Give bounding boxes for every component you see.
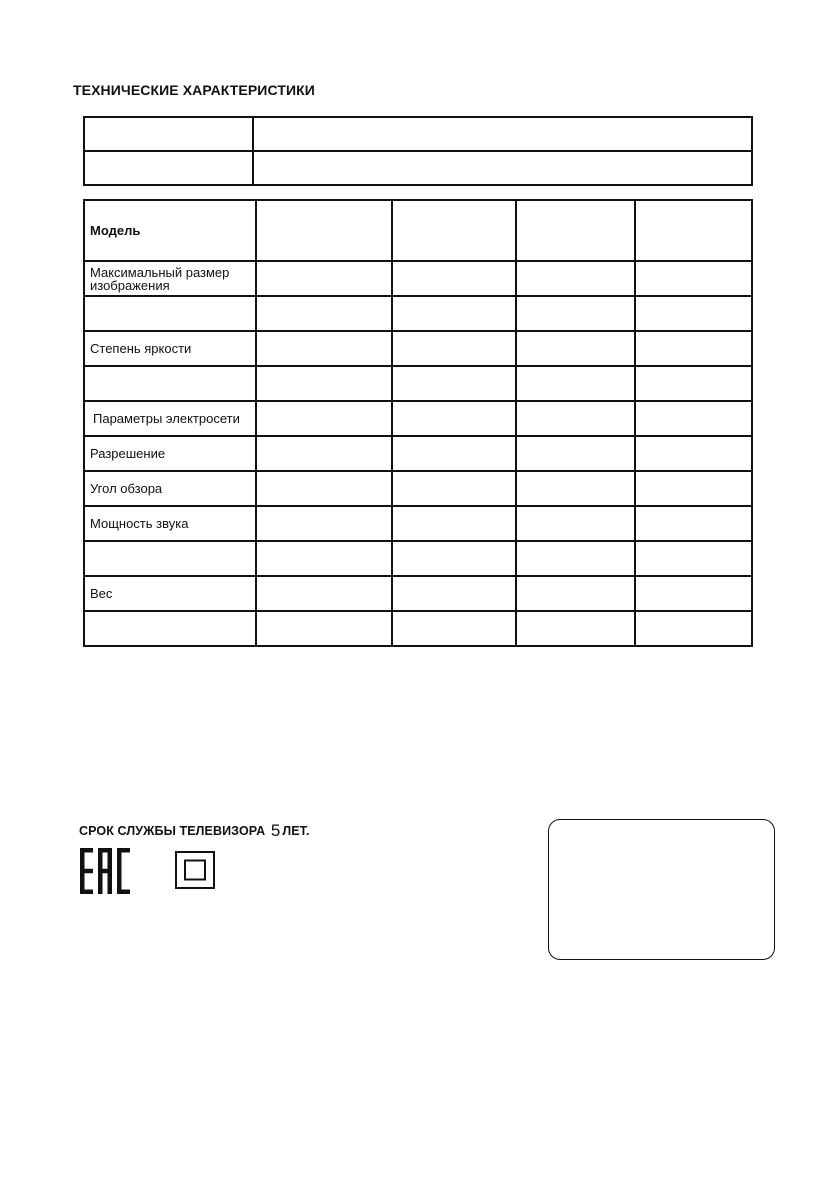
value-cell xyxy=(256,261,392,296)
page-title: ТЕХНИЧЕСКИЕ ХАРАКТЕРИСТИКИ xyxy=(73,82,315,98)
value-cell xyxy=(635,366,752,401)
value-cell xyxy=(516,366,635,401)
table-row xyxy=(84,117,752,151)
table-row xyxy=(84,506,752,541)
value-cell xyxy=(635,541,752,576)
value-cell xyxy=(256,401,392,436)
value-cell xyxy=(635,471,752,506)
table-row xyxy=(84,331,752,366)
table-row xyxy=(84,296,752,331)
value-cell xyxy=(516,506,635,541)
double-insulation-icon xyxy=(175,851,215,889)
service-life-text xyxy=(79,821,310,841)
table-row xyxy=(84,471,752,506)
model-value-cell xyxy=(635,200,752,261)
value-cell xyxy=(635,436,752,471)
value-cell xyxy=(256,541,392,576)
table-row xyxy=(84,261,752,296)
value-cell xyxy=(256,366,392,401)
product-label-box xyxy=(548,819,775,960)
value-cell xyxy=(392,401,516,436)
value-cell xyxy=(256,506,392,541)
parameter-label xyxy=(84,296,256,331)
value-cell xyxy=(516,331,635,366)
table-row xyxy=(84,401,752,436)
value-cell xyxy=(392,331,516,366)
eac-certification-icon xyxy=(80,848,130,894)
parameter-label: Разрешение xyxy=(84,436,256,471)
table-row xyxy=(84,541,752,576)
value-cell xyxy=(392,541,516,576)
value-cell xyxy=(516,436,635,471)
parameter-label: Вес xyxy=(84,576,256,611)
top-info-table xyxy=(83,116,753,186)
value-cell xyxy=(635,331,752,366)
table-cell xyxy=(84,117,253,151)
value-cell xyxy=(256,436,392,471)
parameter-label: Угол обзора xyxy=(84,471,256,506)
value-cell xyxy=(516,541,635,576)
value-cell xyxy=(392,471,516,506)
parameter-label: Мощность звука xyxy=(84,506,256,541)
parameter-label: Степень яркости xyxy=(84,331,256,366)
value-cell xyxy=(392,506,516,541)
parameter-label xyxy=(84,366,256,401)
value-cell xyxy=(516,296,635,331)
model-value-cell xyxy=(256,200,392,261)
model-value-cell xyxy=(392,200,516,261)
value-cell xyxy=(392,436,516,471)
value-cell xyxy=(392,261,516,296)
service-life-years: 5 xyxy=(270,821,281,840)
value-cell xyxy=(392,296,516,331)
table-cell xyxy=(253,117,752,151)
spec-table xyxy=(83,199,753,647)
value-cell xyxy=(256,576,392,611)
value-cell xyxy=(635,611,752,646)
service-life-prefix: СРОК СЛУЖБЫ ТЕЛЕВИЗОРА xyxy=(79,824,266,838)
table-row xyxy=(84,151,752,185)
value-cell xyxy=(516,261,635,296)
value-cell xyxy=(516,401,635,436)
parameter-label xyxy=(84,611,256,646)
parameter-label: Параметры электросети xyxy=(84,401,256,436)
value-cell xyxy=(256,611,392,646)
value-cell xyxy=(256,296,392,331)
table-row xyxy=(84,366,752,401)
value-cell xyxy=(635,401,752,436)
model-row xyxy=(84,200,752,261)
model-value-cell xyxy=(516,200,635,261)
table-cell xyxy=(84,151,253,185)
value-cell xyxy=(516,471,635,506)
model-label: Модель xyxy=(84,200,256,261)
value-cell xyxy=(392,611,516,646)
parameter-label: Максимальный размер изображения xyxy=(84,261,256,296)
value-cell xyxy=(392,366,516,401)
value-cell xyxy=(516,576,635,611)
value-cell xyxy=(256,471,392,506)
parameter-label xyxy=(84,541,256,576)
value-cell xyxy=(635,296,752,331)
value-cell xyxy=(635,576,752,611)
table-row xyxy=(84,611,752,646)
value-cell xyxy=(635,506,752,541)
value-cell xyxy=(392,576,516,611)
value-cell xyxy=(256,331,392,366)
table-row xyxy=(84,576,752,611)
table-row xyxy=(84,436,752,471)
value-cell xyxy=(516,611,635,646)
table-cell xyxy=(253,151,752,185)
service-life-suffix: ЛЕТ. xyxy=(282,824,310,838)
value-cell xyxy=(635,261,752,296)
